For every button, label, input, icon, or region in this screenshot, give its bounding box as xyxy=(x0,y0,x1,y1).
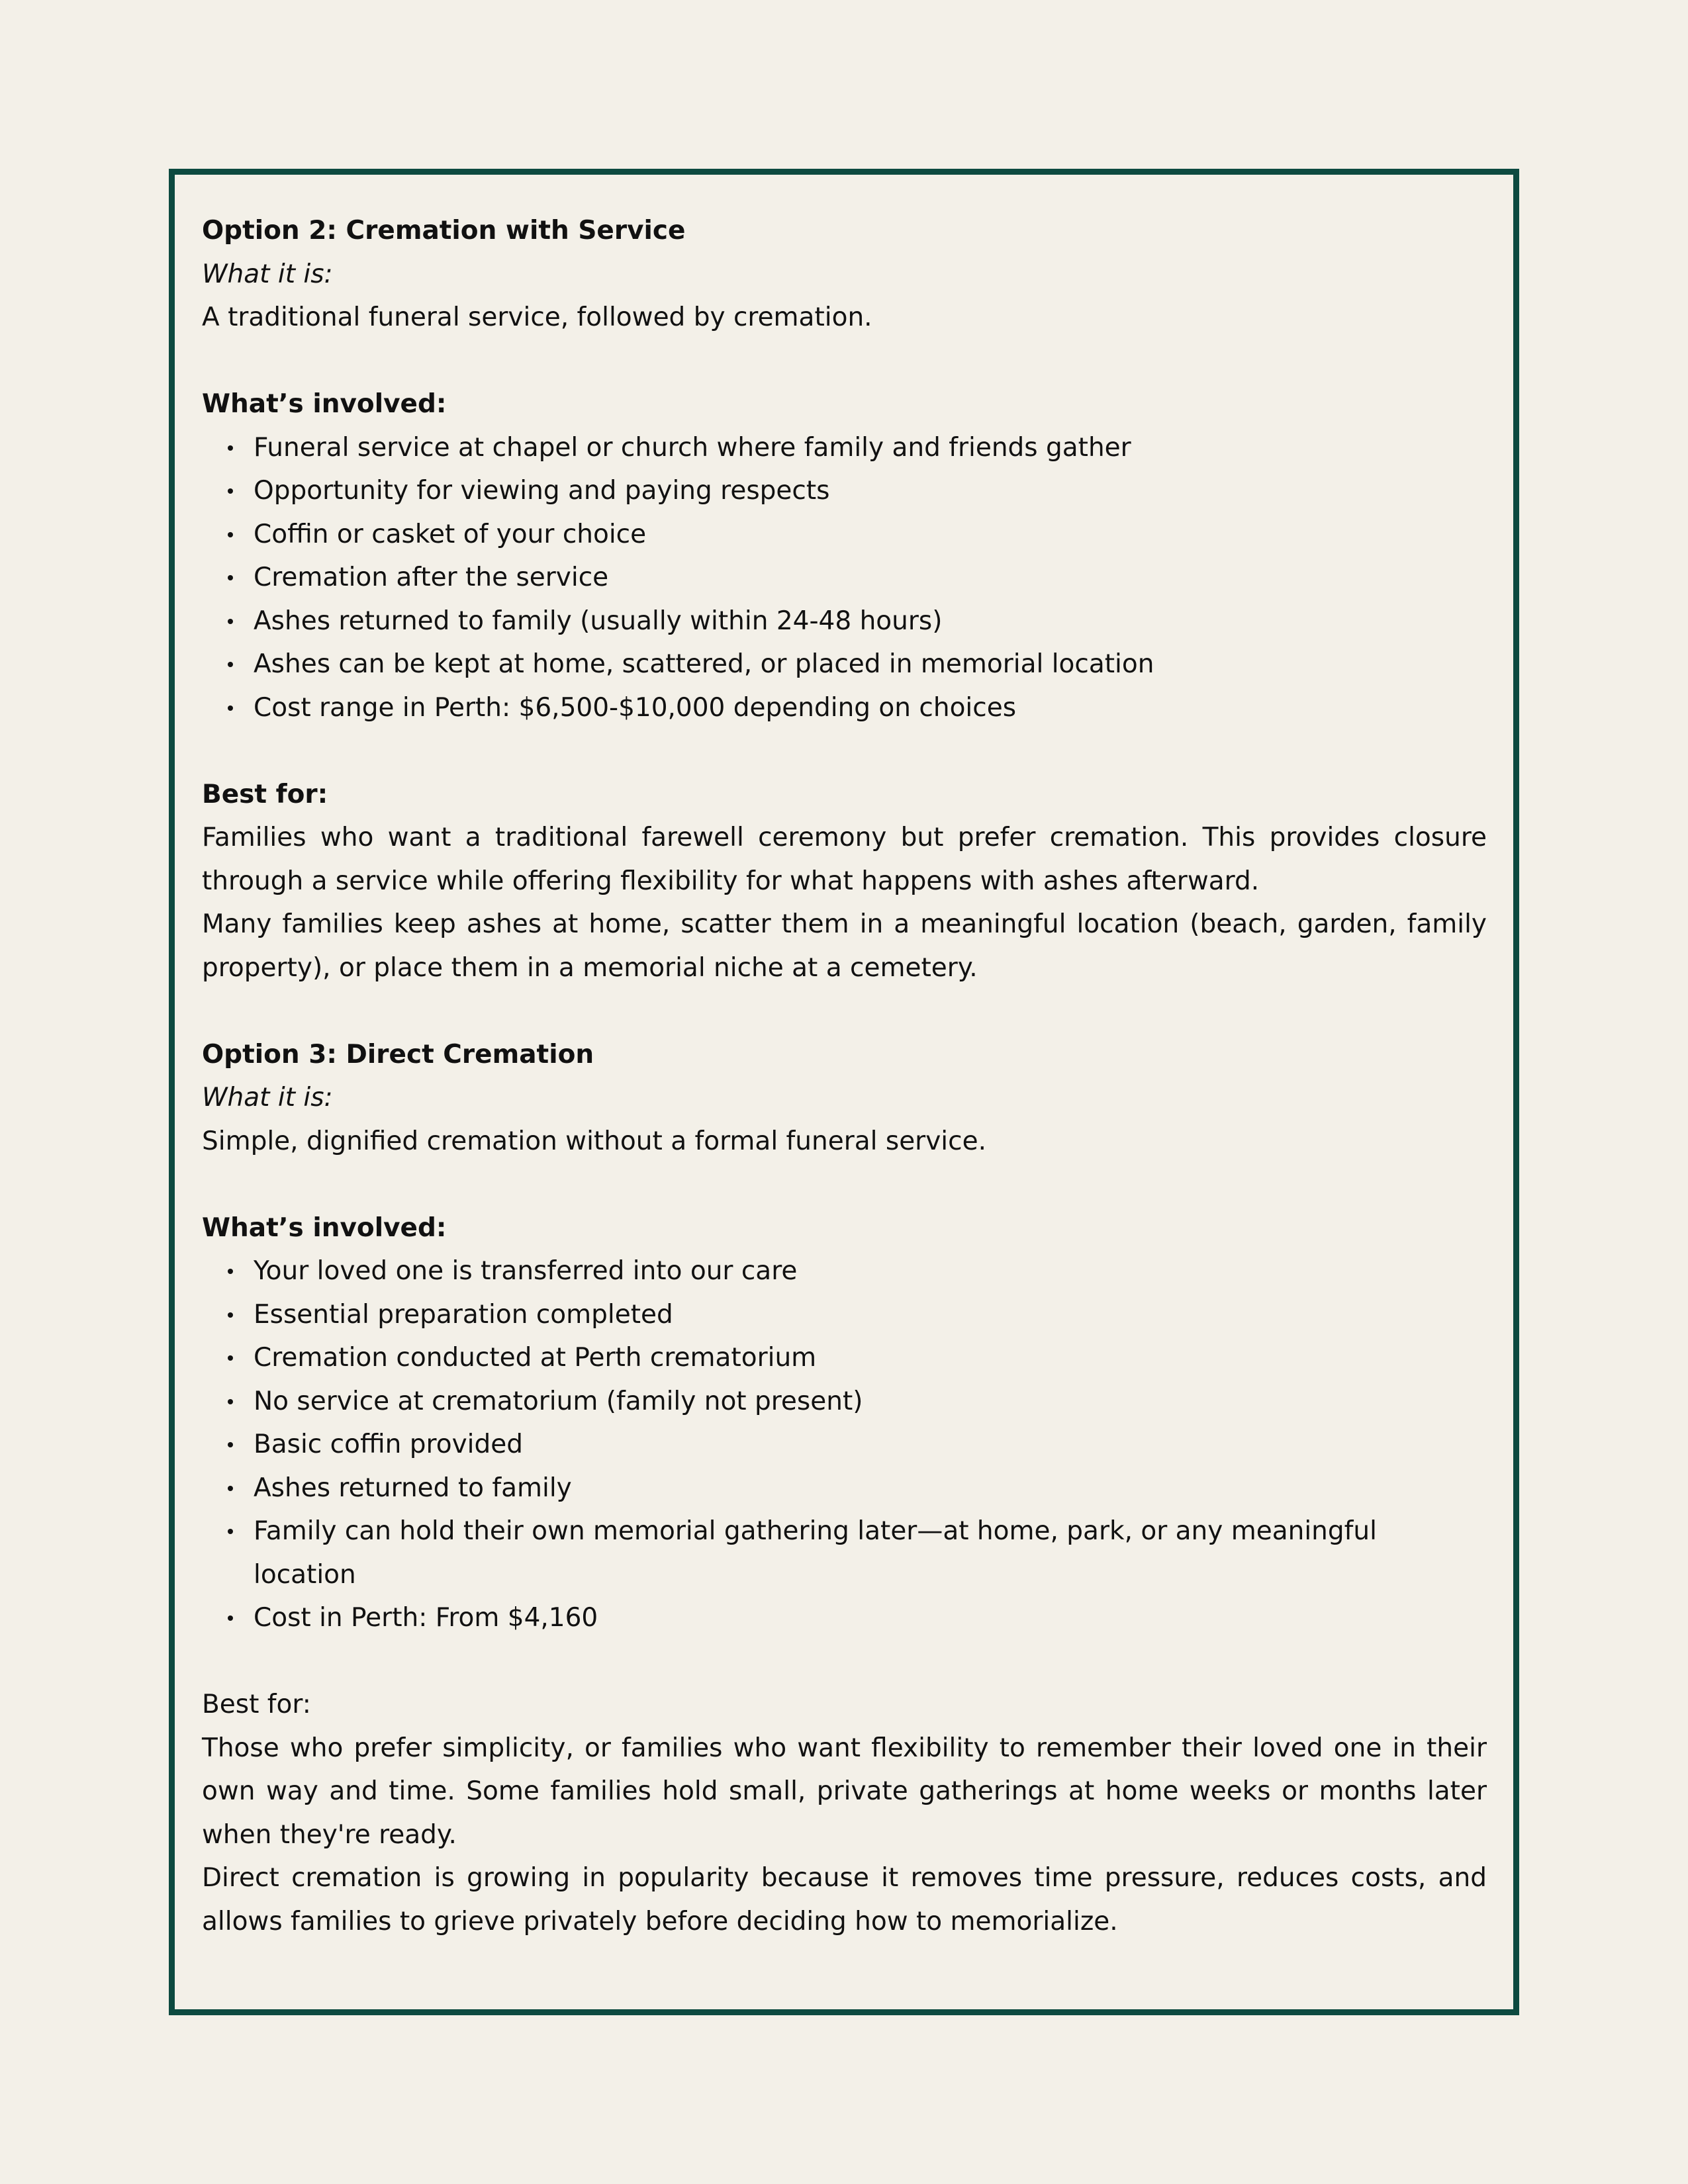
option-2-involved-list xyxy=(202,426,1487,730)
option-3-involved-list xyxy=(202,1250,1487,1640)
option-2-best-for-paragraph: Families who want a traditional farewell ceremony but prefer cremation. This provides closure through a service while offering flexibility for what happens with ashes afterward. xyxy=(202,823,1487,896)
option-3-what-it-is-label: What it is: xyxy=(202,1083,333,1113)
list-item: Cost in Perth: From $4,160 xyxy=(254,1596,1487,1640)
list-item: Ashes can be kept at home, scattered, or placed in memorial location xyxy=(254,643,1487,686)
list-item: Cremation conducted at Perth crematorium xyxy=(254,1336,1487,1380)
option-2-involved-label: What’s involved: xyxy=(202,389,447,419)
option-2-title: Option 2: Cremation with Service xyxy=(202,216,686,246)
spacer xyxy=(202,729,1487,773)
list-item: Coffin or casket of your choice xyxy=(254,513,1487,557)
option-2-section xyxy=(202,209,1487,989)
list-item: Your loved one is transferred into our care xyxy=(254,1250,1487,1293)
option-3-title: Option 3: Direct Cremation xyxy=(202,1039,594,1069)
option-3-best-for-paragraph: Direct cremation is growing in popularity because it removes time pressure, reduces costs, and allows families to grieve privately before deciding how to memorialize. xyxy=(202,1863,1487,1936)
option-3-best-for-label: Best for: xyxy=(202,1690,311,1719)
content-frame xyxy=(169,169,1519,2015)
option-3-section xyxy=(202,1033,1487,1944)
option-2-what-it-is-label: What it is: xyxy=(202,259,333,289)
list-item: Ashes returned to family (usually within 24-48 hours) xyxy=(254,600,1487,643)
list-item: Essential preparation completed xyxy=(254,1293,1487,1337)
list-item: No service at crematorium (family not present) xyxy=(254,1380,1487,1424)
list-item: Ashes returned to family xyxy=(254,1467,1487,1510)
list-item: Basic coffin provided xyxy=(254,1423,1487,1467)
list-item: Opportunity for viewing and paying respects xyxy=(254,469,1487,513)
spacer xyxy=(202,340,1487,383)
option-3-what-it-is-text: Simple, dignified cremation without a formal funeral service. xyxy=(202,1126,986,1156)
option-2-what-it-is-text: A traditional funeral service, followed by cremation. xyxy=(202,302,872,332)
option-3-involved-label: What’s involved: xyxy=(202,1212,447,1243)
option-3-best-for-paragraph: Those who prefer simplicity, or families who want flexibility to remember their loved one in their own way and time. Some families hold small, private gatherings at home weeks or months later when they're ready. xyxy=(202,1733,1487,1850)
spacer xyxy=(202,1640,1487,1684)
spacer xyxy=(202,989,1487,1033)
list-item: Family can hold their own memorial gathering later—at home, park, or any meaningful location xyxy=(254,1510,1487,1596)
option-2-best-for-label: Best for: xyxy=(202,779,328,809)
list-item: Funeral service at chapel or church where family and friends gather xyxy=(254,426,1487,470)
spacer xyxy=(202,1163,1487,1206)
list-item: Cremation after the service xyxy=(254,556,1487,600)
option-2-best-for-paragraph: Many families keep ashes at home, scatter them in a meaningful location (beach, garden, family property), or place them in a memorial niche at a cemetery. xyxy=(202,909,1487,983)
list-item: Cost range in Perth: $6,500-$10,000 depending on choices xyxy=(254,686,1487,730)
document-body xyxy=(202,209,1487,1943)
